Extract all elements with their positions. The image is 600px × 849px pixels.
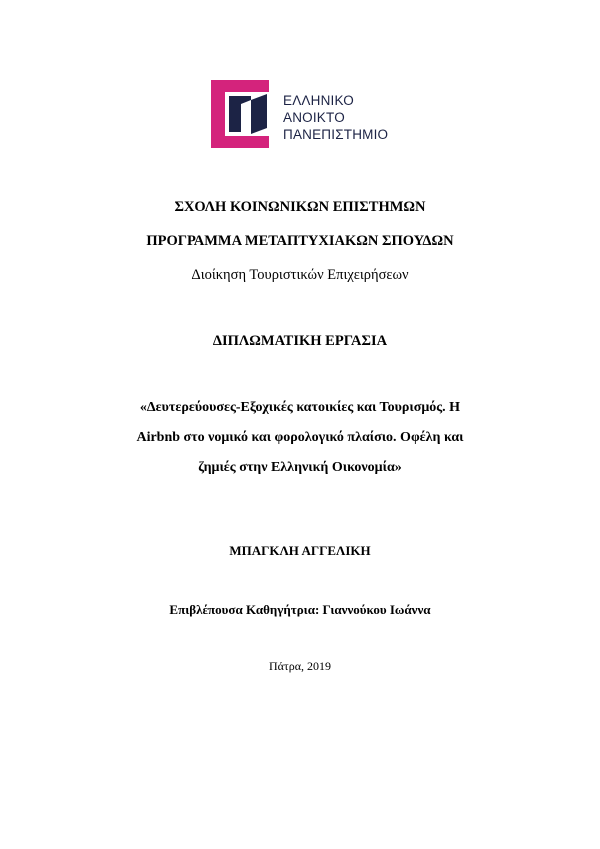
document-type: ΔΙΠΛΩΜΑΤΙΚΗ ΕΡΓΑΣΙΑ bbox=[212, 333, 388, 349]
university-logo bbox=[207, 76, 407, 152]
logo-wordmark bbox=[283, 92, 388, 143]
thesis-title-line-2: Airbnb στο νομικό και φορολογικό πλαίσιο. Οφέλη και bbox=[136, 430, 464, 445]
school-name: ΣΧΟΛΗ ΚΟΙΝΩΝΙΚΩΝ ΕΠΙΣΤΗΜΩΝ bbox=[174, 199, 426, 215]
author-name: ΜΠΑΓΚΛΗ ΑΓΓΕΛΙΚΗ bbox=[229, 543, 371, 558]
logo-line-3: ΠΑΝΕΠΙΣΤΗΜΙΟ bbox=[283, 127, 389, 142]
thesis-title-line-1: «Δευτερεύουσες-Εξοχικές κατοικίες και Τουρισμός. Η bbox=[139, 400, 461, 415]
program-name: ΠΡΟΓΡΑΜΜΑ ΜΕΤΑΠΤΥΧΙΑΚΩΝ ΣΠΟΥΔΩΝ bbox=[146, 233, 454, 249]
specialization: Διοίκηση Τουριστικών Επιχειρήσεων bbox=[191, 267, 409, 283]
logo-line-1: ΕΛΛΗΝΙΚΟ bbox=[283, 93, 354, 108]
hellenic-open-university-logo-icon bbox=[207, 76, 283, 152]
logo-line-2: ΑΝΟΙΚΤΟ bbox=[283, 110, 345, 125]
supervisor: Επιβλέπουσα Καθηγήτρια: Γιαννούκου Ιωάννα bbox=[169, 602, 431, 617]
thesis-title-line-3: ζημιές στην Ελληνική Οικονομία» bbox=[198, 460, 402, 475]
place-date: Πάτρα, 2019 bbox=[268, 659, 332, 673]
